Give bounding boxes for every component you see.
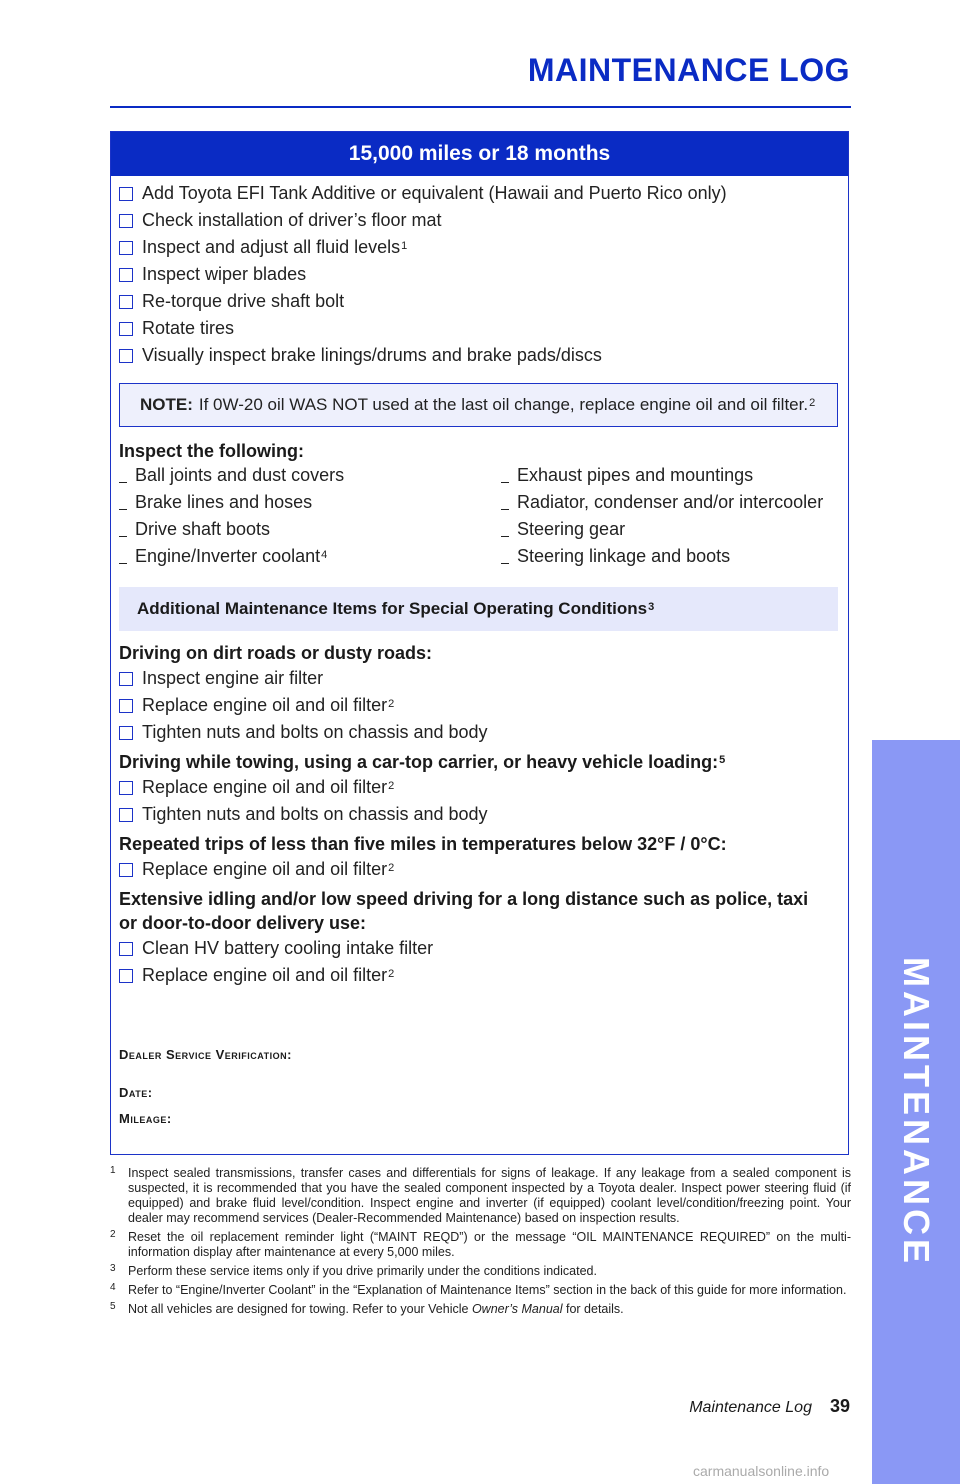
footnote-ref: 2 — [388, 779, 395, 792]
page-title: MAINTENANCE LOG — [527, 52, 850, 88]
footnote-text: Inspect sealed transmissions, transfer cases and differentials for signs of leakage. If any leakage from a sealed component is suspected, it is recommended that you have the sealed component inspected by a Toyota dealer. Inspect power steering fluid (if equipped) and brake fluid level/condition. Inspect engine and inverter (if equipped) coolant level/condition/freezing point. Your dealer may recommend services (Dealer-Recommended Maintenance) based on inspection results. — [128, 1166, 851, 1225]
footnote-ref: 2 — [809, 397, 816, 409]
footnote-number: 2 — [110, 1229, 116, 1240]
footnote-ref: 2 — [388, 697, 395, 710]
page-footer — [689, 1396, 850, 1417]
inspect-item-text: Exhaust pipes and mountings — [517, 465, 754, 485]
checklist-item-text: Check installation of driver’s floor mat — [142, 210, 442, 230]
footnote-ref: 3 — [648, 601, 655, 613]
maintenance-card — [110, 131, 849, 1155]
checklist-item-text: Rotate tires — [142, 318, 235, 338]
footnote — [110, 1166, 851, 1226]
checklist-item-text: Visually inspect brake linings/drums and brake pads/discs — [142, 345, 602, 365]
footnote-text: Reset the oil replacement reminder light (“MAINT REQD”) or the message “OIL MAINTENANCE REQUIRED” on the multi-information display after maintenance at every 5,000 miles. — [128, 1230, 851, 1259]
checklist-item-text: Replace engine oil and oil filter — [142, 965, 388, 985]
checklist-item-text: Replace engine oil and oil filter — [142, 695, 388, 715]
checklist-item — [119, 665, 838, 692]
footnote-text: Refer to “Engine/Inverter Coolant” in the “Explanation of Maintenance Items” section in the back of this guide for more information. — [128, 1283, 847, 1297]
checkbox[interactable] — [119, 863, 133, 877]
checklist-item-text: Inspect and adjust all fluid levels — [142, 237, 401, 257]
title-divider — [110, 106, 851, 108]
inspect-item — [119, 543, 501, 570]
footer-section-name: Maintenance Log — [689, 1399, 812, 1416]
footnote-number: 4 — [110, 1282, 116, 1293]
condition-heading: Repeated trips of less than five miles in temperatures below 32°F / 0°C: — [119, 834, 727, 854]
dash-marker — [119, 509, 127, 510]
checklist — [119, 180, 838, 369]
condition-short-trips — [119, 832, 838, 883]
footnote-ref: 2 — [388, 861, 395, 874]
side-tab-label: MAINTENANCE — [896, 957, 937, 1267]
page-number: 39 — [829, 1396, 850, 1416]
checklist-item-text: Replace engine oil and oil filter — [142, 859, 388, 879]
note-label: NOTE: — [140, 395, 193, 414]
checklist-item-text: Inspect engine air filter — [142, 668, 324, 688]
footnote — [110, 1264, 851, 1279]
checkbox[interactable] — [119, 726, 133, 740]
note-text: If 0W-20 oil WAS NOT used at the last oil change, replace engine oil and oil filter. — [198, 395, 809, 414]
footnote — [110, 1283, 851, 1298]
condition-heading: Extensive idling and/or low speed driving for a long distance such as police, taxi or door-to-door delivery use: — [119, 889, 809, 933]
checklist-item-text: Clean HV battery cooling intake filter — [142, 938, 434, 958]
checklist-item — [119, 719, 838, 746]
checklist-item-text: Re-torque drive shaft bolt — [142, 291, 345, 311]
dash-marker — [119, 563, 127, 564]
dash-marker — [119, 482, 127, 483]
dash-marker — [501, 482, 509, 483]
inspect-item — [119, 462, 501, 489]
footnotes — [110, 1166, 851, 1321]
inspect-item-text: Ball joints and dust covers — [135, 465, 345, 485]
footnote-ref: 5 — [719, 754, 726, 766]
condition-heading: Driving on dirt roads or dusty roads: — [119, 643, 433, 663]
dash-marker — [501, 563, 509, 564]
inspect-list — [119, 462, 838, 570]
inspect-item-text: Brake lines and hoses — [135, 492, 313, 512]
footnote-ref: 4 — [321, 548, 328, 561]
watermark: carmanualsonline.info — [693, 1463, 830, 1479]
footnote-number: 1 — [110, 1165, 116, 1176]
inspect-item — [501, 489, 838, 516]
checkbox[interactable] — [119, 781, 133, 795]
inspect-item-text: Engine/Inverter coolant — [135, 546, 321, 566]
note-box — [119, 383, 838, 427]
checkbox[interactable] — [119, 187, 133, 201]
inspect-heading: Inspect the following: — [119, 441, 304, 461]
checklist-item — [119, 856, 838, 883]
inspect-item — [501, 516, 838, 543]
footnote-number: 3 — [110, 1263, 116, 1274]
checkbox[interactable] — [119, 214, 133, 228]
inspect-item — [119, 516, 501, 543]
checklist-item — [119, 801, 838, 828]
checklist-item — [119, 207, 838, 234]
checklist-item-text: Tighten nuts and bolts on chassis and body — [142, 722, 488, 742]
card-heading: 15,000 miles or 18 months — [111, 132, 848, 176]
checkbox[interactable] — [119, 808, 133, 822]
checklist-item — [119, 288, 838, 315]
inspect-item-text: Steering linkage and boots — [517, 546, 731, 566]
checklist-item — [119, 261, 838, 288]
checklist-item — [119, 342, 838, 369]
date-label: Date: — [119, 1085, 153, 1100]
dash-marker — [501, 536, 509, 537]
footnote-ref: 1 — [401, 239, 408, 252]
inspect-item — [501, 462, 838, 489]
checklist-item — [119, 315, 838, 342]
condition-dusty-roads — [119, 641, 838, 746]
dash-marker — [501, 509, 509, 510]
footnote-text: for details. — [562, 1302, 624, 1316]
footnote-number: 5 — [110, 1301, 116, 1312]
condition-idling — [119, 887, 838, 989]
inspect-column-right — [501, 462, 838, 570]
dash-marker — [119, 536, 127, 537]
checkbox[interactable] — [119, 672, 133, 686]
owners-manual-title: Owner’s Manual — [471, 1302, 563, 1316]
additional-maintenance-heading — [119, 587, 838, 631]
checklist-item-text: Replace engine oil and oil filter — [142, 777, 388, 797]
inspect-item — [501, 543, 838, 570]
footnote-text: Not all vehicles are designed for towing. Refer to your Vehicle — [128, 1302, 469, 1316]
condition-heading-text: Driving while towing, using a car-top carrier, or heavy vehicle loading: — [119, 752, 719, 772]
inspect-item — [119, 489, 501, 516]
checklist-item — [119, 692, 838, 719]
checklist-item-text: Inspect wiper blades — [142, 264, 307, 284]
footnote — [110, 1230, 851, 1260]
card-content — [111, 176, 848, 1137]
additional-heading-text: Additional Maintenance Items for Special Operating Conditions — [137, 599, 648, 618]
inspect-item-text: Radiator, condenser and/or intercooler — [517, 492, 824, 512]
checkbox[interactable] — [119, 241, 133, 255]
condition-heading — [119, 750, 838, 774]
dealer-service-verification-label: Dealer Service Verification: — [119, 1047, 292, 1062]
checkbox[interactable] — [119, 295, 133, 309]
checkbox[interactable] — [119, 268, 133, 282]
checklist-item — [119, 935, 838, 962]
inspect-column-left — [119, 462, 501, 570]
checkbox[interactable] — [119, 349, 133, 363]
checklist-item-text: Tighten nuts and bolts on chassis and body — [142, 804, 488, 824]
dealer-verification — [119, 1047, 838, 1137]
checklist-item — [119, 234, 838, 261]
footnote — [110, 1302, 851, 1317]
checklist-item-text: Add Toyota EFI Tank Additive or equivalent (Hawaii and Puerto Rico only) — [142, 183, 727, 203]
footnote-ref: 2 — [388, 967, 395, 980]
inspect-item-text: Drive shaft boots — [135, 519, 271, 539]
checkbox[interactable] — [119, 322, 133, 336]
condition-towing — [119, 750, 838, 828]
checklist-item — [119, 180, 838, 207]
checklist-item — [119, 774, 838, 801]
checkbox[interactable] — [119, 969, 133, 983]
footnote-text: Perform these service items only if you drive primarily under the conditions indicated. — [128, 1264, 597, 1278]
checklist-item — [119, 962, 838, 989]
checkbox[interactable] — [119, 942, 133, 956]
inspect-item-text: Steering gear — [517, 519, 626, 539]
checkbox[interactable] — [119, 699, 133, 713]
mileage-label: Mileage: — [119, 1111, 172, 1126]
